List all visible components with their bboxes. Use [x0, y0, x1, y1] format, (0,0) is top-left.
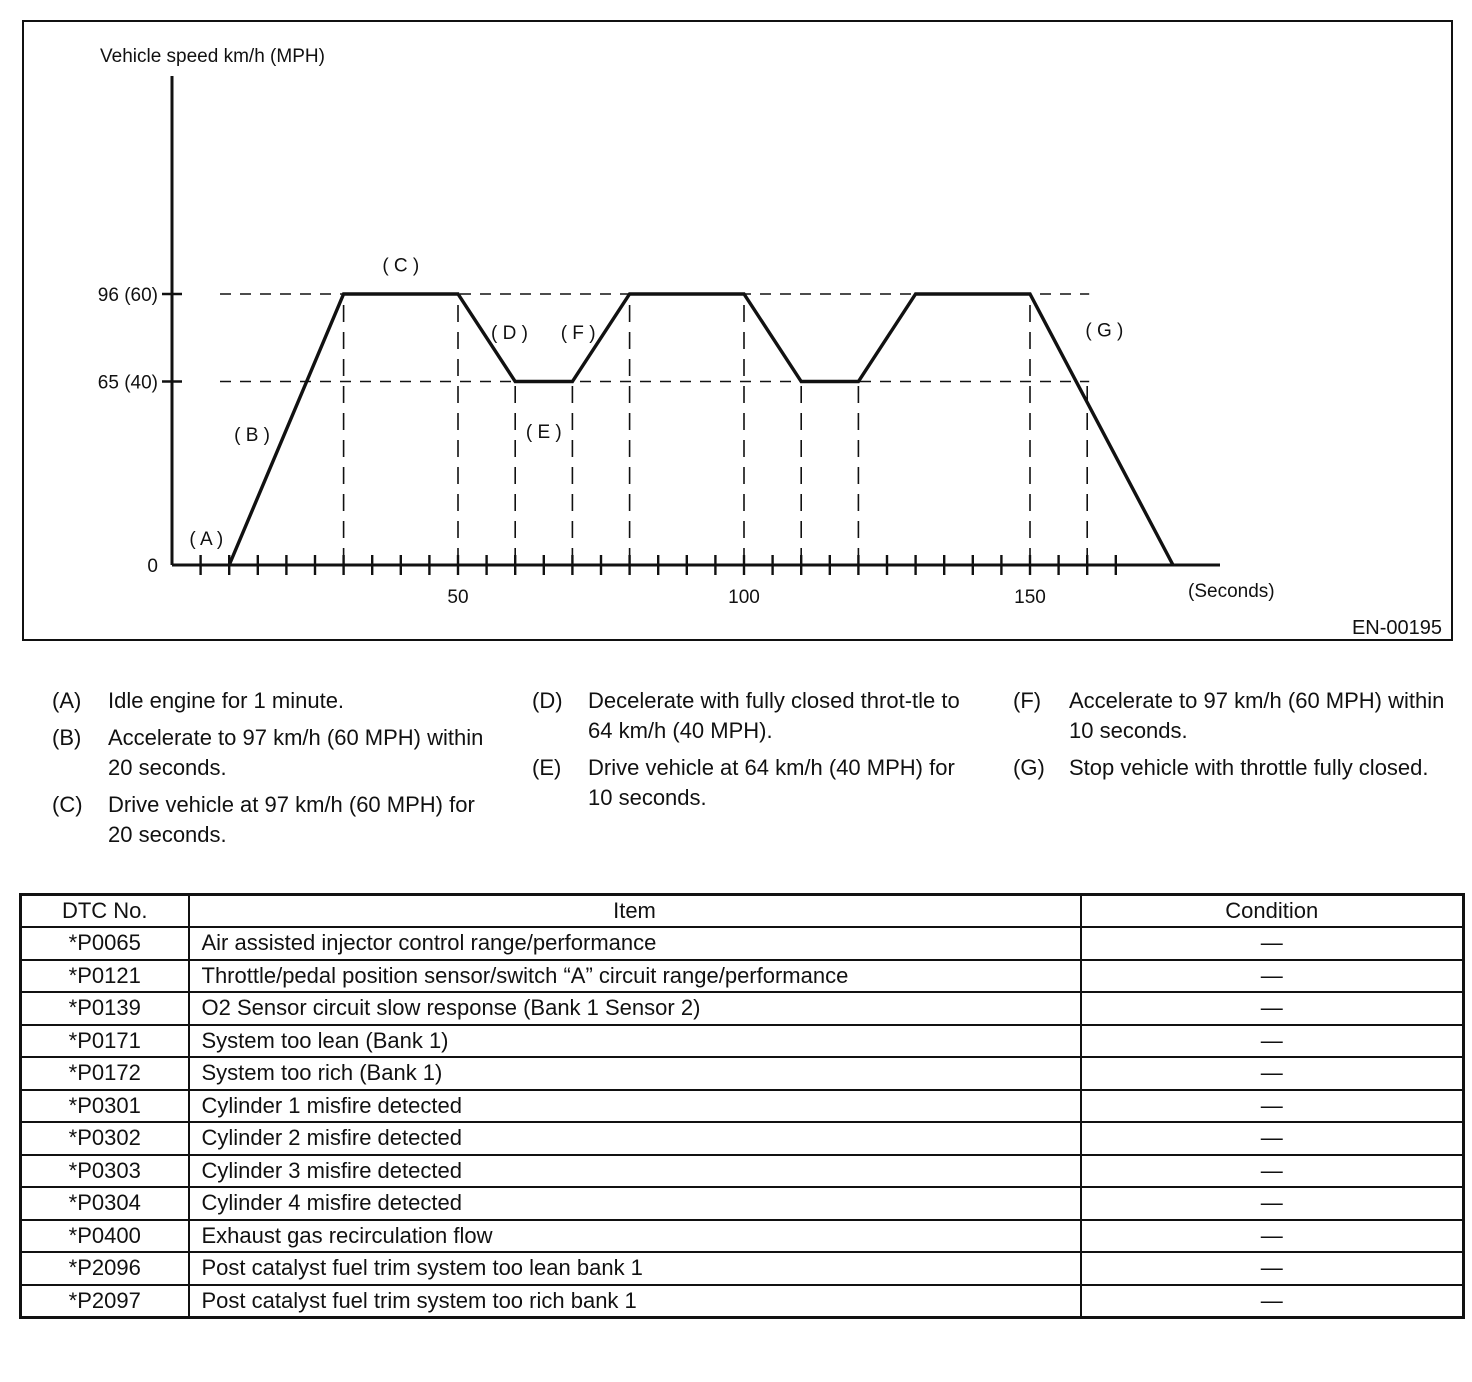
- legend-key: (B): [52, 725, 82, 750]
- item-cell: Exhaust gas recirculation flow: [189, 1220, 1081, 1253]
- condition-cell: —: [1081, 1025, 1464, 1058]
- table-row: [21, 1090, 1464, 1123]
- dtc-cell: *P0065: [21, 927, 189, 960]
- table-row: [21, 1252, 1464, 1285]
- dtc-cell: *P2097: [21, 1285, 189, 1318]
- item-cell: Cylinder 4 misfire detected: [189, 1187, 1081, 1220]
- y-axis-title: Vehicle speed km/h (MPH): [100, 46, 325, 67]
- item-cell: Air assisted injector control range/performance: [189, 927, 1081, 960]
- legend-column-3: [1013, 686, 1449, 790]
- item-cell: System too lean (Bank 1): [189, 1025, 1081, 1058]
- segment-label: ( A ): [189, 529, 224, 551]
- item-cell: Throttle/pedal position sensor/switch “A” circuit range/performance: [189, 960, 1081, 993]
- condition-cell: —: [1081, 1057, 1464, 1090]
- segment-label: ( C ): [382, 255, 420, 277]
- table-row: [21, 1187, 1464, 1220]
- dtc-cell: *P0139: [21, 992, 189, 1025]
- legend-entry: [532, 753, 968, 813]
- condition-cell: —: [1081, 1187, 1464, 1220]
- table-row: [21, 960, 1464, 993]
- dtc-cell: *P0303: [21, 1155, 189, 1188]
- legend-text: Accelerate to 97 km/h (60 MPH) within 20 seconds.: [108, 725, 484, 780]
- legend-key: (G): [1013, 755, 1045, 780]
- item-cell: Post catalyst fuel trim system too rich bank 1: [189, 1285, 1081, 1318]
- segment-label: ( F ): [560, 323, 596, 345]
- legend-column-2: [532, 686, 968, 820]
- chart-frame: [22, 20, 1453, 641]
- legend-entry: [1013, 686, 1449, 746]
- table-row: [21, 1155, 1464, 1188]
- y-tick-label: 96 (60): [97, 285, 158, 306]
- x-tick-label: 150: [1014, 587, 1046, 608]
- speed-chart: [24, 22, 1451, 639]
- legend-entry: [1013, 753, 1449, 783]
- table-header-row: [21, 895, 1464, 928]
- legend-column-1: [52, 686, 488, 857]
- condition-cell: —: [1081, 1252, 1464, 1285]
- legend-key: (D): [532, 688, 563, 713]
- speed-series-line: [229, 294, 1173, 565]
- legend-entry: [532, 686, 968, 746]
- x-tick-label: 100: [728, 587, 760, 608]
- condition-cell: —: [1081, 1090, 1464, 1123]
- figure-id: EN-00195: [1351, 617, 1442, 639]
- segment-label: ( B ): [234, 424, 271, 446]
- legend-key: (F): [1013, 688, 1042, 713]
- dtc-cell: *P0302: [21, 1122, 189, 1155]
- dtc-cell: *P0172: [21, 1057, 189, 1090]
- item-cell: Cylinder 2 misfire detected: [189, 1122, 1081, 1155]
- dtc-cell: *P0121: [21, 960, 189, 993]
- legend-text: Drive vehicle at 97 km/h (60 MPH) for 20 seconds.: [108, 792, 475, 847]
- legend-text: Idle engine for 1 minute.: [108, 688, 345, 713]
- condition-cell: —: [1081, 992, 1464, 1025]
- header-condition: Condition: [1081, 895, 1464, 928]
- y-tick-label: 0: [147, 556, 158, 577]
- condition-cell: —: [1081, 1155, 1464, 1188]
- condition-cell: —: [1081, 1220, 1464, 1253]
- legend-entry: [52, 723, 488, 783]
- item-cell: Post catalyst fuel trim system too lean bank 1: [189, 1252, 1081, 1285]
- table-row: [21, 1220, 1464, 1253]
- item-cell: Cylinder 1 misfire detected: [189, 1090, 1081, 1123]
- dtc-cell: *P2096: [21, 1252, 189, 1285]
- dtc-cell: *P0304: [21, 1187, 189, 1220]
- table-row: [21, 927, 1464, 960]
- table-row: [21, 1122, 1464, 1155]
- table-row: [21, 1285, 1464, 1318]
- dtc-cell: *P0301: [21, 1090, 189, 1123]
- segment-label: ( E ): [525, 421, 562, 443]
- condition-cell: —: [1081, 1285, 1464, 1318]
- legend-entry: [52, 790, 488, 850]
- legend-text: Stop vehicle with throttle fully closed.: [1069, 755, 1429, 780]
- segment-label: ( G ): [1085, 320, 1124, 342]
- item-cell: Cylinder 3 misfire detected: [189, 1155, 1081, 1188]
- legend-text: Accelerate to 97 km/h (60 MPH) within 10 seconds.: [1069, 688, 1445, 743]
- item-cell: O2 Sensor circuit slow response (Bank 1 Sensor 2): [189, 992, 1081, 1025]
- condition-cell: —: [1081, 927, 1464, 960]
- x-tick-label: 50: [447, 587, 469, 608]
- segment-label: ( D ): [491, 323, 528, 345]
- condition-cell: —: [1081, 960, 1464, 993]
- table-row: [21, 1057, 1464, 1090]
- dtc-table: [19, 893, 1465, 1319]
- dtc-cell: *P0400: [21, 1220, 189, 1253]
- legend-entry: [52, 686, 488, 716]
- table-row: [21, 992, 1464, 1025]
- item-cell: System too rich (Bank 1): [189, 1057, 1081, 1090]
- legend-key: (A): [52, 688, 82, 713]
- table-row: [21, 1025, 1464, 1058]
- header-dtc-no: DTC No.: [21, 895, 189, 928]
- dtc-cell: *P0171: [21, 1025, 189, 1058]
- legend-key: (C): [52, 792, 83, 817]
- condition-cell: —: [1081, 1122, 1464, 1155]
- legend-text: Drive vehicle at 64 km/h (40 MPH) for 10 seconds.: [588, 755, 955, 810]
- legend-key: (E): [532, 755, 562, 780]
- legend-text: Decelerate with fully closed throt-tle to 64 km/h (40 MPH).: [588, 688, 960, 743]
- header-item: Item: [189, 895, 1081, 928]
- y-tick-label: 65 (40): [97, 372, 158, 394]
- x-axis-title: (Seconds): [1188, 581, 1275, 602]
